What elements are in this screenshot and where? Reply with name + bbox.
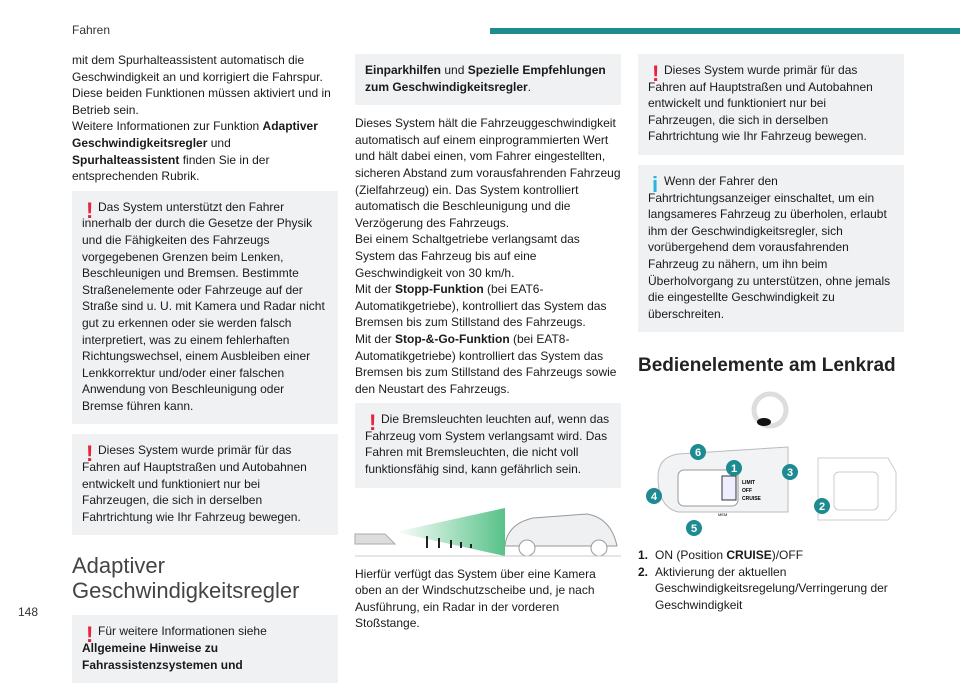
text-run: )/OFF: [771, 547, 804, 562]
bold-term: Stop-&-Go-Funktion: [395, 331, 510, 346]
bold-term: Allgemeine Hinweise zu Fahrassistenzsystemen und: [82, 641, 243, 672]
paragraph: [72, 118, 338, 184]
warning-icon: !: [652, 61, 660, 86]
warning-text: [82, 442, 328, 525]
callout-6: 6: [694, 447, 702, 460]
text-run: .: [527, 79, 532, 94]
controls-list: [638, 547, 904, 613]
callout-3: 3: [786, 467, 794, 480]
text-run: ON (Position: [655, 547, 727, 562]
bold-term: Spezielle Empfehlungen zum Geschwindigkeitsregler: [365, 63, 606, 94]
column-1: [72, 52, 338, 693]
callout-4: 4: [650, 491, 658, 504]
text-run: Die Bremsleuchten leuchten auf, wenn das Fahrzeug vom System verlangsamt wird. Das Fahren mit Bremsleuchten, die nicht voll funktionsfähig sind, kann gefährlich sein.: [365, 412, 610, 477]
warning-icon: !: [86, 441, 94, 467]
section-heading: Bedienelemente am Lenkrad: [638, 355, 896, 377]
warning-icon: !: [369, 410, 377, 436]
warning-text: [82, 623, 328, 673]
paragraph: [355, 115, 621, 231]
bold-term: Einparkhilfen: [365, 63, 442, 77]
text-run: (bei EAT8-Automatikgetriebe) kontrolliert das System das Bremsen bis zum Stillstand des Fahrzeugs sowie den Neustart des Fahrzeugs.: [355, 331, 617, 396]
bold-term: Spurhalteassistent: [72, 152, 180, 167]
steering-controls-diagram: [638, 392, 904, 536]
text-run: Mit der: [355, 331, 396, 346]
switch-label-cruise: CRUISE: [742, 496, 761, 503]
section-heading: Adaptiver Geschwindigkeitsregler: [72, 553, 300, 604]
text-run: Wenn der Fahrer den Fahrtrichtungsanzeiger einschaltet, um ein langsameres Fahrzeug zu überholen, erlaubt ihm der Geschwindigkeitsregler, sich vorübergehend dem vorausfahrenden Fahrzeug zu nähern, um ihn beim Überholvorgang zu unterstützen, ohne jemals die eingestellte Geschwindigkeit zu überschreiten.: [648, 173, 891, 321]
list-number: 2.: [638, 564, 649, 579]
bold-term: CRUISE: [726, 547, 772, 562]
warning-text: [82, 199, 328, 415]
switch-label-limit: LIMIT: [742, 480, 756, 487]
warning-text: [365, 62, 611, 95]
bold-term: Stopp-Funktion: [395, 282, 484, 297]
section-title: Fahren: [72, 23, 111, 37]
text-run: und: [207, 135, 231, 150]
warning-box-continued: [355, 54, 621, 105]
info-box: [638, 165, 904, 332]
bold-term: Adaptiver Geschwindigkeitsregler: [72, 119, 318, 150]
list-item: [638, 547, 904, 564]
text-run: Für weitere Informationen siehe: [98, 624, 267, 639]
list-text: [655, 547, 803, 564]
column-3: [638, 52, 904, 613]
text-run: und: [441, 63, 468, 77]
callout-2: 2: [818, 501, 826, 514]
warning-box: [72, 434, 338, 535]
warning-text: [365, 411, 611, 477]
warning-box: [72, 615, 338, 683]
paragraph: [355, 566, 621, 632]
paragraph: [355, 281, 621, 331]
info-icon: i: [652, 171, 659, 197]
text-run: finden Sie in der entsprechenden Rubrik.: [72, 152, 270, 184]
text-run: Das System unterstützt den Fahrer innerhalb der durch die Gesetze der Physik und die Fähigkeiten des Fahrzeugs vorgegebenen Grenzen beim Lenken, Beschleunigen und Bremsen. Bestimmte Straßenelemente oder Fahrzeuge auf der Straße sind u. U. mit Kamera und Radar nicht gut zu erkennen oder sie werden falsch interpretiert, was zu einem fehlerhaften Richtungswechsel, einem Ausbleiben einer Lenkkorrektur und/oder einer falschen Anwendung von Beschleunigung oder Bremse führen kann.: [82, 199, 325, 413]
radar-car-illustration: [355, 498, 621, 560]
header-accent-bar: [490, 28, 960, 34]
text-run: Dieses System wurde primär für das Fahren auf Hauptstraßen und Autobahnen entwickelt und funktioniert nur bei Fahrzeugen, die sich in derselben Fahrtrichtung wie Ihr Fahrzeug bewegen.: [648, 63, 873, 144]
callout-5: 5: [690, 523, 698, 536]
info-text: [648, 173, 894, 322]
callout-1: 1: [730, 463, 738, 476]
list-item: [638, 564, 904, 614]
warning-text: [648, 62, 894, 145]
text-run: Aktivierung der aktuellen Geschwindigkeitsregelung/Verringerung der Geschwindigkeit: [655, 564, 888, 612]
column-2: [355, 52, 621, 632]
text-run: Hierfür verfügt das System über eine Kamera oben an der Windschutzscheibe und, je nach Ausführung, ein Radar in der vorderen Stoßstange.: [355, 566, 596, 631]
mem-label: MEM: [718, 512, 728, 518]
page-number: 148: [18, 605, 39, 619]
paragraph: [355, 331, 621, 397]
warning-box: [355, 403, 621, 487]
text-run: mit dem Spurhalteassistent automatisch die Geschwindigkeit an und korrigiert die Fahrspur. Diese beiden Funktionen müssen aktiviert und in Betrieb sein.: [72, 53, 331, 117]
warning-icon: !: [86, 622, 94, 648]
list-number: 1.: [638, 547, 649, 562]
switch-label-off: OFF: [742, 488, 752, 495]
text-run: Mit der: [355, 282, 396, 297]
paragraph: [72, 52, 338, 118]
paragraph: [355, 231, 621, 281]
warning-box: [638, 54, 904, 155]
text-run: Weitere Informationen zur Funktion: [72, 119, 263, 134]
steering-wheel-icon: [754, 394, 786, 426]
text-run: Dieses System wurde primär für das Fahren auf Hauptstraßen und Autobahnen entwickelt und funktioniert nur bei Fahrzeugen, die sich in derselben Fahrtrichtung wie Ihr Fahrzeug bewegen.: [82, 443, 307, 524]
list-text: [655, 564, 904, 614]
warning-box: [72, 191, 338, 425]
warning-icon: !: [86, 197, 94, 223]
text-run: (bei EAT6-Automatikgetriebe), kontrolliert das System das Bremsen bis zum Stillstand des Fahrzeugs.: [355, 282, 607, 330]
text-run: Dieses System hält die Fahrzeuggeschwindigkeit automatisch auf einem einprogrammierten Wert und hält dabei einen, vom Fahrer eingestellten, sicheren Abstand zum vorausfahrenden Fahrzeug (Zielfahrzeug) ein. Das System kontrolliert automatisch die Beschleunigung und die Verzögerung des Fahrzeugs.: [355, 116, 621, 230]
text-run: Bei einem Schaltgetriebe verlangsamt das System das Fahrzeug bis auf eine Geschwindigkeit von 30 km/h.: [355, 232, 580, 280]
